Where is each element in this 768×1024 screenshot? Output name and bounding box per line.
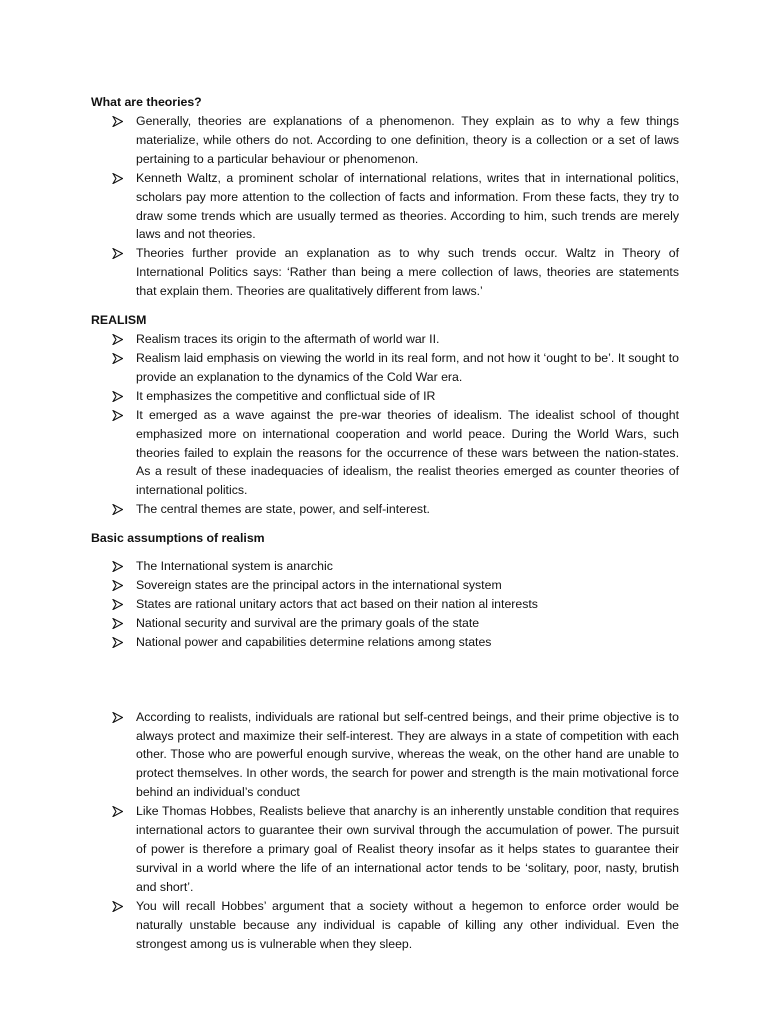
list-item-text: It emphasizes the competitive and conflictual side of IR [136,388,436,403]
list-item-text: National power and capabilities determine relations among states [136,634,492,649]
list-item-text: Realism laid emphasis on viewing the world in its real form, and not how it ‘ought to be’. It sought to provide an explanation to the dynamics of the Cold War era. [136,350,679,384]
list-item [91,169,679,245]
section-heading-realism: REALISM [91,313,147,328]
list-item-text: Generally, theories are explanations of a phenomenon. They explain as to why a few things materialize, while others do not. According to one definition, theory is a collection or a set of laws pertaining to a particular behaviour or phenomenon. [136,114,679,166]
list-item [91,406,679,501]
list-item [91,387,679,406]
arrow-bullet-icon [112,580,123,591]
arrow-bullet-icon [112,901,123,912]
arrow-bullet-icon [112,637,123,648]
list-item [91,557,679,576]
list-item [91,633,679,652]
list-item [91,500,679,519]
list-item [91,330,679,349]
bullet-list-realism [91,330,679,519]
bullet-list-theories [91,112,679,301]
list-item [91,244,679,301]
spacer [91,652,679,708]
section-heading-theories: What are theories? [91,95,202,109]
list-item [91,349,679,387]
list-item-text: Realism traces its origin to the aftermath of world war II. [136,332,440,347]
list-item [91,897,679,954]
list-item [91,595,679,614]
arrow-bullet-icon [112,353,123,364]
arrow-bullet-icon [112,410,123,421]
arrow-bullet-icon [112,618,123,629]
list-item-text: The International system is anarchic [136,559,333,574]
list-item [91,112,679,169]
bullet-list-assumptions [91,557,679,652]
arrow-bullet-icon [112,116,123,127]
arrow-bullet-icon [112,248,123,259]
list-item-text: The central themes are state, power, and self-interest. [136,502,430,517]
list-item-text: You will recall Hobbes’ argument that a society without a hegemon to enforce order would be naturally unstable because any individual is capable of killing any other individual. Even the strongest among us is vulnerable when they sleep. [136,898,679,951]
list-item [91,708,679,803]
section-heading-assumptions: Basic assumptions of realism [91,531,265,546]
arrow-bullet-icon [112,712,123,723]
list-item-text: National security and survival are the primary goals of the state [136,615,480,630]
list-item-text: It emerged as a wave against the pre-war theories of idealism. The idealist school of thought emphasized more on international cooperation and world peace. During the World Wars, such theories failed to explain the reasons for the occurrence of these wars between the nation-states. As a result of these inadequacies of idealism, the realist theories emerged as counter theories of international politics. [136,407,679,498]
list-item-text: Like Thomas Hobbes, Realists believe that anarchy is an inherently unstable condition that requires international actors to guarantee their own survival through the accumulation of power. The pursuit of power is therefore a primary goal of Realist theory insofar as it helps states to guarantee their survival in a world where the life of an international actor tends to be ‘solitary, poor, nasty, brutish and short’. [136,804,679,894]
list-item [91,576,679,595]
list-item-text: According to realists, individuals are rational but self-centred beings, and their prime objective is to always protect and maximize their self-interest. They are always in a state of competition with each other. Those who are powerful enough survive, whereas the weak, on the other hand are unable to protect themselves. In other words, the search for power and strength is the main motivational force behind an individual’s conduct [136,709,679,800]
arrow-bullet-icon [112,391,123,402]
spacer [91,548,679,557]
arrow-bullet-icon [112,504,123,515]
list-item-text: Sovereign states are the principal actors in the international system [136,578,502,593]
list-item-text: States are rational unitary actors that act based on their nation al interests [136,596,538,611]
list-item [91,614,679,633]
document-body [91,93,679,953]
list-item-text: Kenneth Waltz, a prominent scholar of international relations, writes that in international politics, scholars pay more attention to the collection of facts and information. From these facts, they try to draw some trends which are usually termed as theories. According to him, such trends are merely laws and not theories. [136,170,679,242]
spacer [91,301,679,311]
list-item [91,802,679,897]
arrow-bullet-icon [112,599,123,610]
arrow-bullet-icon [112,806,123,817]
bullet-list-individuals [91,708,679,954]
arrow-bullet-icon [112,334,123,345]
spacer [91,519,679,529]
list-item-text: Theories further provide an explanation as to why such trends occur. Waltz in Theory of International Politics says: ‘Rather than being a mere collection of laws, theories are statements that explain them. Theories are qualitatively different from laws.’ [136,246,679,299]
arrow-bullet-icon [112,173,123,184]
arrow-bullet-icon [112,561,123,572]
